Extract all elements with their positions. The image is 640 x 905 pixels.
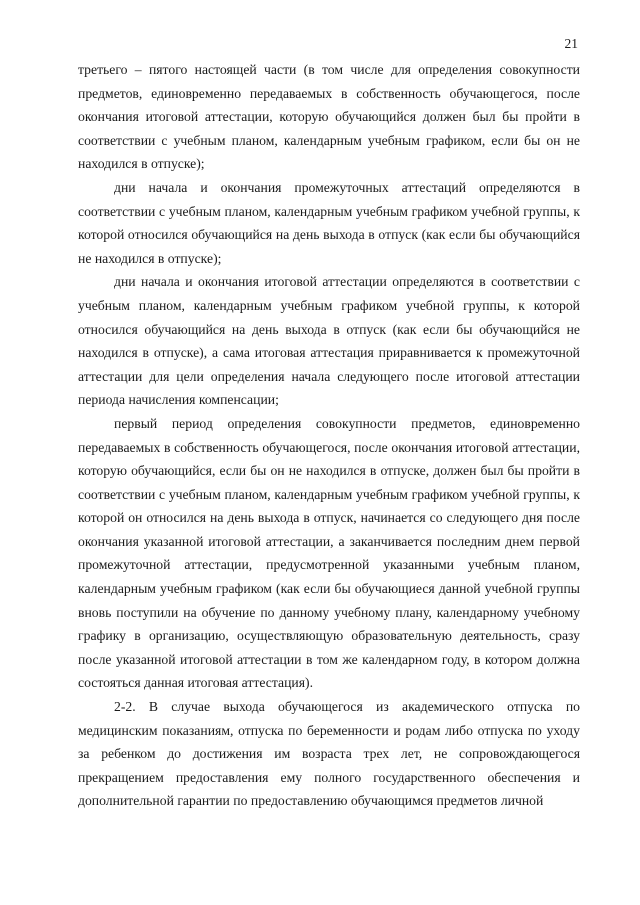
page-number: 21 <box>564 36 578 51</box>
paragraph-clause-2-2: 2-2. В случае выхода обучающегося из академического отпуска по медицинским показаниям, отпуска по беременности и родам либо отпуска по уходу за ребенком до достижения им возраста трех лет, не сопровождающегося прекращением предоставления ему полного государственного обеспечения и дополнительной гарантии по предоставлению обучающимся предметов личной <box>78 699 580 809</box>
document-body <box>78 58 580 813</box>
paragraph-first-period: первый период определения совокупности предметов, единовременно передаваемых в собственность обучающегося, после окончания итоговой аттестации, которую обучающийся, если бы он не находился в отпуске, должен был бы пройти в соответствии с учебным планом, календарным учебным графиком учебной группы, к которой он относился на день выхода в отпуск, начинается со следующего дня после окончания указанной итоговой аттестации, а заканчивается последним днем первой промежуточной аттестации, предусмотренной указанными учебным планом, календарным учебным графиком (как если бы обучающиеся данной учебной группы вновь поступили на обучение по данному учебному плану, календарному учебному графику в организацию, осуществляющую образовательную деятельность, сразу после указанной итоговой аттестации в том же календарном году, в котором должна состояться данная итоговая аттестация). <box>78 415 580 691</box>
paragraph-intermediate-attestations: дни начала и окончания промежуточных аттестаций определяются в соответствии с учебным планом, календарным учебным графиком учебной группы, к которой относился обучающийся на день выхода в отпуск (как если бы обучающийся не находился в отпуске); <box>78 179 580 266</box>
paragraph-final-attestation: дни начала и окончания итоговой аттестации определяются в соответствии с учебным планом, календарным учебным графиком учебной группы, к которой относился обучающийся на день выхода в отпуск (как если бы обучающийся не находился в отпуске), а сама итоговая аттестация приравнивается к промежуточной аттестации для цели определения начала следующего после итоговой аттестации периода начисления компенсации; <box>78 274 580 408</box>
paragraph-continuation: третьего – пятого настоящей части (в том числе для определения совокупности предметов, единовременно передаваемых в собственность обучающегося, после окончания итоговой аттестации, которую обучающийся должен был бы пройти в соответствии с учебным планом, календарным учебным графиком, если бы он не находился в отпуске); <box>78 62 580 172</box>
